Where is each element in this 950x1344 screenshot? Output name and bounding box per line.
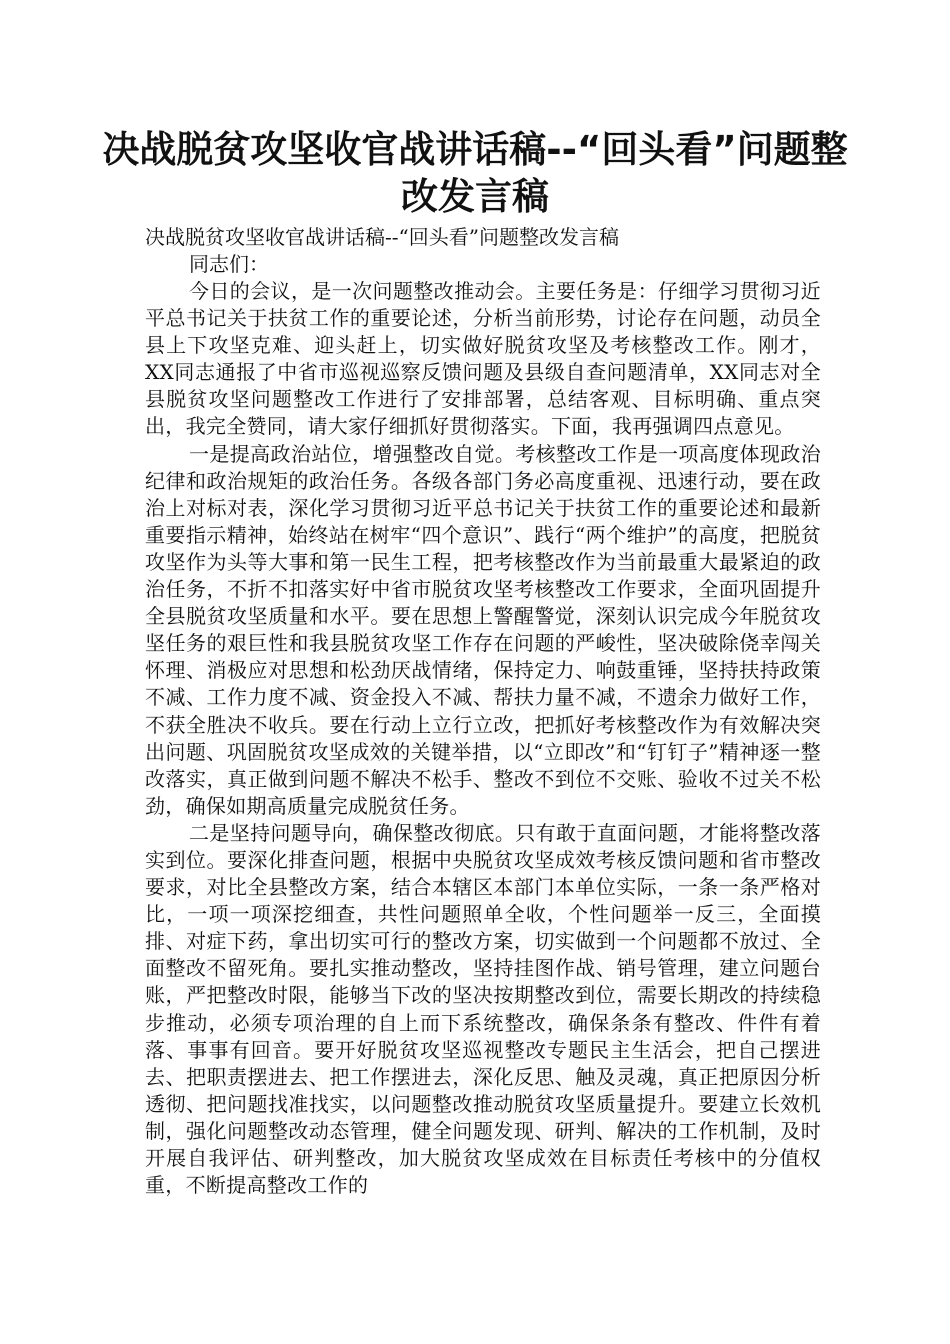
- paragraph-point-one: 一是提高政治站位，增强整改自觉。考核整改工作是一项高度体现政治纪律和政治规矩的政治任务。各级各部门务必高度重视、迅速行动，要在政治上对标对表，深化学习贯彻习近平总书记关于扶贫工作的重要论述和最新重要指示精神，始终站在树牢“四个意识”、践行“两个维护”的高度，把脱贫攻坚作为头等大事和第一民生工程，把考核整改作为当前最重大最紧迫的政治任务，不折不扣落实好中省市脱贫攻坚考核整改工作要求，全面巩固提升全县脱贫攻坚质量和水平。要在思想上警醒警觉，深刻认识完成今年脱贫攻坚任务的艰巨性和我县脱贫攻坚工作存在问题的严峻性，坚决破除侥幸闯关怀理、消极应对思想和松劲厌战情绪，保持定力、响鼓重锤，坚持扶持政策不减、工作力度不减、资金投入不减、帮扶力量不减，不遗余力做好工作，不获全胜决不收兵。要在行动上立行立改，把抓好考核整改作为有效解决突出问题、巩固脱贫攻坚成效的关键举措，以“立即改”和“钉钉子”精神逐一整改落实，真正做到问题不解决不松手、整改不到位不交账、验收不过关不松劲，确保如期高质量完成脱贫任务。: [145, 441, 821, 818]
- paragraph-intro: 今日的会议，是一次问题整改推动会。主要任务是：仔细学习贯彻习近平总书记关于扶贫工作的重要论述，分析当前形势，讨论存在问题，动员全县上下攻坚克难、迎头赶上，切实做好脱贫攻坚及考核整改工作。刚才，XX同志通报了中省市巡视巡察反馈问题及县级自查问题清单，XX同志对全县脱贫攻坚问题整改工作进行了安排部署，总结客观、目标明确、重点突出，我完全赞同，请大家仔细抓好贯彻落实。下面，我再强调四点意见。: [145, 279, 821, 439]
- document-title: 决战脱贫攻坚收官战讲话稿--“回头看”问题整改发言稿: [102, 128, 848, 218]
- document-subtitle: 决战脱贫攻坚收官战讲话稿--“回头看”问题整改发言稿: [145, 225, 619, 249]
- paragraph-point-two: 二是坚持问题导向，确保整改彻底。只有敢于直面问题，才能将整改落实到位。要深化排查问题，根据中央脱贫攻坚成效考核反馈问题和省市整改要求，对比全县整改方案，结合本辖区本部门本单位实际，一条一条严格对比，一项一项深挖细查，共性问题照单全收，个性问题举一反三，全面摸排、对症下药，拿出切实可行的整改方案，切实做到一个问题都不放过、全面整改不留死角。要扎实推动整改，坚持挂图作战、销号管理，建立问题台账，严把整改时限，能够当下改的坚决按期整改到位，需要长期改的持续稳步推动，必须专项治理的自上而下系统整改，确保条条有整改、件件有着落、事事有回音。要开好脱贫攻坚巡视整改专题民主生活会，把自己摆进去、把职责摆进去、把工作摆进去，深化反思、触及灵魂，真正把原因分析透彻、把问题找准找实，以问题整改推动脱贫攻坚质量提升。要建立长效机制，强化问题整改动态管理，健全问题发现、研判、解决的工作机制，及时开展自我评估、研判整改，加大脱贫攻坚成效在目标责任考核中的分值权重，不断提高整改工作的: [145, 820, 821, 1198]
- salutation: 同志们：: [189, 252, 269, 276]
- document-body: [145, 224, 821, 1199]
